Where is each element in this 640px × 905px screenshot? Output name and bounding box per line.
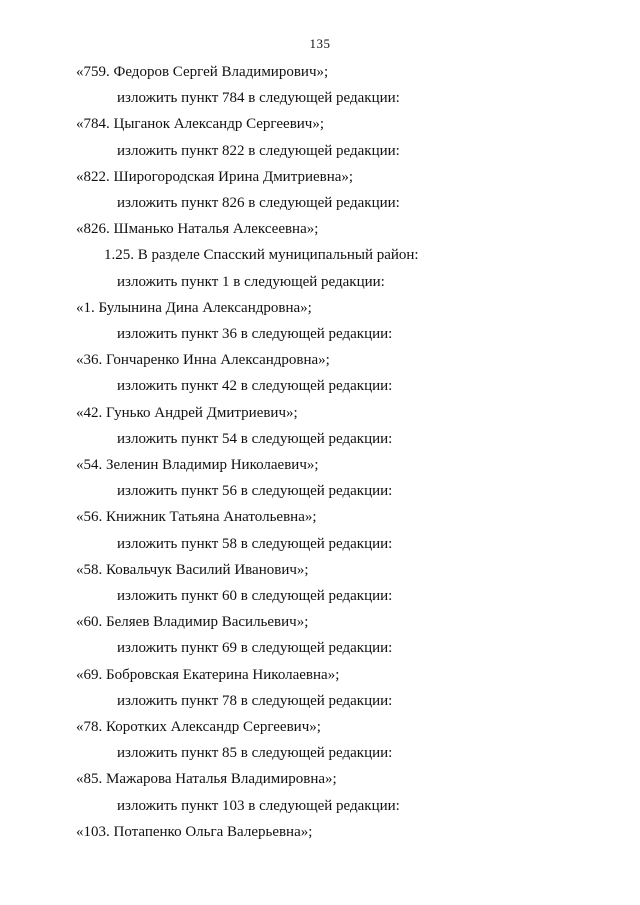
entry-line: «69. Бобровская Екатерина Николаевна»; xyxy=(76,666,340,683)
instruction-line: изложить пункт 54 в следующей редакции: xyxy=(117,430,393,447)
entry-line: «1. Булынина Дина Александровна»; xyxy=(76,299,312,316)
instruction-line: изложить пункт 42 в следующей редакции: xyxy=(117,378,393,395)
instruction-line: изложить пункт 69 в следующей редакции: xyxy=(117,640,393,657)
instruction-line: изложить пункт 60 в следующей редакции: xyxy=(117,588,393,604)
instruction-line: изложить пункт 826 в следующей редакции: xyxy=(117,195,400,211)
instruction-line: изложить пункт 78 в следующей редакции: xyxy=(117,692,393,709)
instruction-line: изложить пункт 36 в следующей редакции: xyxy=(117,326,393,342)
entry-line: «784. Цыганок Александр Сергеевич»; xyxy=(76,116,325,133)
instruction-line: изложить пункт 103 в следующей редакции: xyxy=(117,797,400,814)
instruction-line: изложить пункт 784 в следующей редакции: xyxy=(117,90,400,107)
instruction-line: изложить пункт 58 в следующей редакции: xyxy=(117,535,393,552)
entry-line: «58. Ковальчук Василий Иванович»; xyxy=(76,561,309,578)
instruction-line: изложить пункт 56 в следующей редакции: xyxy=(117,483,393,500)
entry-line: «54. Зеленин Владимир Николаевич»; xyxy=(76,457,319,473)
instruction-line: изложить пункт 85 в следующей редакции: xyxy=(117,745,393,762)
entry-line: «78. Коротких Александр Сергеевич»; xyxy=(76,719,321,735)
entry-line: «85. Мажарова Наталья Владимировна»; xyxy=(76,771,337,788)
section-heading-line: 1.25. В разделе Спасский муниципальный район: xyxy=(104,247,419,264)
entry-line: «822. Широгородская Ирина Дмитриевна»; xyxy=(76,168,354,185)
entry-line: «42. Гунько Андрей Дмитриевич»; xyxy=(76,404,298,421)
page-number: 135 xyxy=(309,36,331,51)
entry-line: «759. Федоров Сергей Владимирович»; xyxy=(76,64,329,80)
entry-line: «826. Шманько Наталья Алексеевна»; xyxy=(76,221,319,238)
instruction-line: изложить пункт 822 в следующей редакции: xyxy=(117,142,400,159)
entry-line: «103. Потапенко Ольга Валерьевна»; xyxy=(76,823,313,840)
entry-line: «56. Книжник Татьяна Анатольевна»; xyxy=(76,509,317,526)
entry-line: «60. Беляев Владимир Васильевич»; xyxy=(76,614,309,631)
entry-line: «36. Гончаренко Инна Александровна»; xyxy=(76,352,330,369)
instruction-line: изложить пункт 1 в следующей редакции: xyxy=(117,273,385,290)
